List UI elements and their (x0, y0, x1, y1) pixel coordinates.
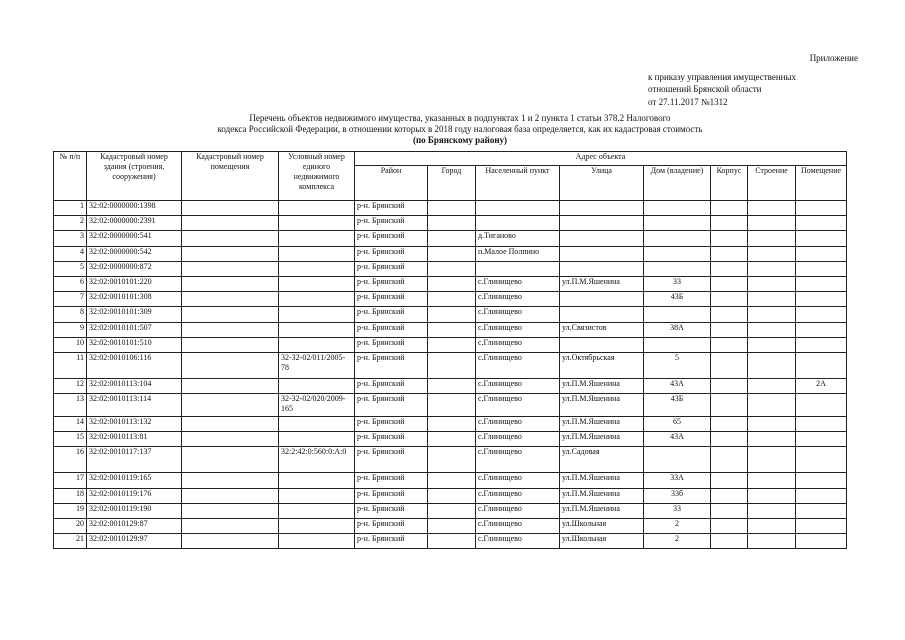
header-room-number: Кадастровый номер помещения (182, 152, 279, 201)
cell-room-number (182, 447, 279, 473)
cell-street: ул.П.М.Яшенина (560, 488, 644, 503)
appendix-line-2: отношений Брянской области (648, 84, 762, 94)
cell-room-number (182, 337, 279, 352)
cell-house: 43Б (644, 292, 711, 307)
table-row (54, 394, 847, 417)
cell-stroenie (748, 246, 796, 261)
cell-building-number: 32:02:0010129:87 (87, 519, 182, 534)
cell-pomeshchenie (796, 292, 847, 307)
cell-room-number (182, 432, 279, 447)
header-korpus: Корпус (711, 166, 748, 201)
table-row (54, 307, 847, 322)
cell-num: 18 (54, 488, 87, 503)
cell-room-number (182, 519, 279, 534)
cell-district: р-н. Брянский (355, 378, 428, 393)
cell-korpus (711, 378, 748, 393)
cell-house: 38А (644, 322, 711, 337)
cell-street: ул.Связистов (560, 322, 644, 337)
cell-city (428, 394, 476, 417)
cell-conditional-number (279, 337, 355, 352)
cell-room-number (182, 473, 279, 488)
cell-building-number: 32:02:0000000:1398 (87, 201, 182, 216)
cell-city (428, 276, 476, 291)
cell-num: 19 (54, 503, 87, 518)
cell-district: р-н. Брянский (355, 231, 428, 246)
cell-street (560, 246, 644, 261)
cell-building-number: 32:02:0010113:104 (87, 378, 182, 393)
cell-conditional-number (279, 322, 355, 337)
cell-num: 11 (54, 352, 87, 378)
cell-city (428, 417, 476, 432)
cell-district: р-н. Брянский (355, 447, 428, 473)
cell-room-number (182, 276, 279, 291)
cell-room-number (182, 231, 279, 246)
cell-city (428, 534, 476, 549)
cell-korpus (711, 201, 748, 216)
cell-settlement: с.Глинищево (476, 503, 560, 518)
table-header-row-1 (54, 152, 847, 166)
cell-korpus (711, 473, 748, 488)
cell-conditional-number (279, 519, 355, 534)
header-settlement: Населенный пункт (476, 166, 560, 201)
cell-num: 8 (54, 307, 87, 322)
table-row (54, 322, 847, 337)
header-stroenie: Строение (748, 166, 796, 201)
cell-num: 7 (54, 292, 87, 307)
cell-conditional-number (279, 503, 355, 518)
cell-korpus (711, 352, 748, 378)
cell-district: р-н. Брянский (355, 276, 428, 291)
cell-pomeshchenie (796, 473, 847, 488)
heading-line-1: Перечень объектов недвижимого имущества, указанных в подпунктах 1 и 2 пункта 1 статьи 378.2 Налогового (249, 113, 671, 123)
table-row (54, 417, 847, 432)
cell-conditional-number (279, 488, 355, 503)
cell-city (428, 432, 476, 447)
cell-pomeshchenie (796, 394, 847, 417)
cell-pomeshchenie (796, 447, 847, 473)
cell-korpus (711, 394, 748, 417)
cell-pomeshchenie (796, 417, 847, 432)
cell-num: 4 (54, 246, 87, 261)
table-body (54, 201, 847, 549)
cell-room-number (182, 417, 279, 432)
cell-building-number: 32:02:0000000:541 (87, 231, 182, 246)
cell-street: ул.П.М.Яшенина (560, 432, 644, 447)
cell-settlement (476, 216, 560, 231)
cell-korpus (711, 276, 748, 291)
cell-room-number (182, 534, 279, 549)
cell-conditional-number (279, 307, 355, 322)
table-row (54, 432, 847, 447)
cell-stroenie (748, 394, 796, 417)
cell-settlement: с.Глинищево (476, 307, 560, 322)
cell-settlement: с.Глинищево (476, 519, 560, 534)
cell-num: 6 (54, 276, 87, 291)
cell-house: 2 (644, 534, 711, 549)
cell-house: 33 (644, 276, 711, 291)
cell-district: р-н. Брянский (355, 503, 428, 518)
cell-settlement: д.Тиганово (476, 231, 560, 246)
appendix-line-1: к приказу управления имущественных (648, 71, 797, 82)
cell-korpus (711, 432, 748, 447)
cell-pomeshchenie (796, 488, 847, 503)
cell-korpus (711, 216, 748, 231)
cell-pomeshchenie (796, 519, 847, 534)
cell-stroenie (748, 519, 796, 534)
cell-korpus (711, 231, 748, 246)
cell-pomeshchenie: 2А (796, 378, 847, 393)
cell-settlement: с.Глинищево (476, 447, 560, 473)
cell-house: 5 (644, 352, 711, 378)
cell-building-number: 32:02:0010113:114 (87, 394, 182, 417)
cell-korpus (711, 322, 748, 337)
cell-district: р-н. Брянский (355, 519, 428, 534)
cell-stroenie (748, 216, 796, 231)
cell-building-number: 32:02:0000000:542 (87, 246, 182, 261)
cell-num: 1 (54, 201, 87, 216)
cell-room-number (182, 488, 279, 503)
header-district: Район (355, 166, 428, 201)
cell-street: ул.П.М.Яшенина (560, 378, 644, 393)
cell-district: р-н. Брянский (355, 246, 428, 261)
cell-pomeshchenie (796, 216, 847, 231)
heading-district: (по Брянскому району) (412, 135, 508, 145)
cell-conditional-number (279, 276, 355, 291)
table-row (54, 292, 847, 307)
cell-city (428, 246, 476, 261)
cell-stroenie (748, 322, 796, 337)
cell-pomeshchenie (796, 503, 847, 518)
cell-settlement: с.Глинищево (476, 322, 560, 337)
table-row (54, 488, 847, 503)
cell-house: 43А (644, 378, 711, 393)
cell-district: р-н. Брянский (355, 473, 428, 488)
cell-building-number: 32:02:0010119:165 (87, 473, 182, 488)
cell-building-number: 32:02:0010119:176 (87, 488, 182, 503)
cell-conditional-number (279, 261, 355, 276)
table-row (54, 503, 847, 518)
cell-settlement: с.Глинищево (476, 352, 560, 378)
cell-house (644, 216, 711, 231)
cell-building-number: 32:02:0010101:309 (87, 307, 182, 322)
cell-city (428, 337, 476, 352)
cell-conditional-number: 32:2:42:0:560:0:А:0 (279, 447, 355, 473)
cell-street: ул.П.М.Яшенина (560, 276, 644, 291)
cell-house: 43Б (644, 394, 711, 417)
cell-building-number: 32:02:0010106:116 (87, 352, 182, 378)
header-conditional-number: Условный номер единого недвижимого комплекса (279, 152, 355, 201)
cell-house (644, 246, 711, 261)
cell-conditional-number: 32-32-02/011/2005-78 (279, 352, 355, 378)
heading-line-2: кодекса Российской Федерации, в отношении которых в 2018 году налоговая база определяется, как их кадастровая стоимость (217, 124, 703, 134)
cell-house (644, 307, 711, 322)
cell-korpus (711, 488, 748, 503)
table-row (54, 473, 847, 488)
table-row (54, 246, 847, 261)
cell-num: 5 (54, 261, 87, 276)
cell-settlement: с.Глинищево (476, 488, 560, 503)
cell-city (428, 322, 476, 337)
table-row (54, 447, 847, 473)
cell-city (428, 231, 476, 246)
cell-settlement: с.Глинищево (476, 432, 560, 447)
cell-city (428, 261, 476, 276)
header-address: Адрес объекта (355, 152, 847, 166)
cell-stroenie (748, 201, 796, 216)
cell-district: р-н. Брянский (355, 534, 428, 549)
cell-district: р-н. Брянский (355, 352, 428, 378)
cell-street: ул.Октябрьская (560, 352, 644, 378)
cell-stroenie (748, 417, 796, 432)
cell-building-number: 32:02:0010101:308 (87, 292, 182, 307)
header-building-number: Кадастровый номер здания (строения, сооружения) (87, 152, 182, 201)
cell-conditional-number (279, 432, 355, 447)
cell-city (428, 488, 476, 503)
cell-house (644, 337, 711, 352)
cell-district: р-н. Брянский (355, 417, 428, 432)
cell-house: 33б (644, 488, 711, 503)
cell-street: ул.Школьная (560, 519, 644, 534)
property-table (53, 151, 847, 549)
cell-conditional-number (279, 378, 355, 393)
cell-house (644, 447, 711, 473)
cell-conditional-number (279, 417, 355, 432)
cell-num: 21 (54, 534, 87, 549)
header-house: Дом (владение) (644, 166, 711, 201)
cell-num: 3 (54, 231, 87, 246)
cell-house (644, 261, 711, 276)
header-street: Улица (560, 166, 644, 201)
cell-street: ул.Садовая (560, 447, 644, 473)
cell-korpus (711, 519, 748, 534)
cell-stroenie (748, 432, 796, 447)
cell-district: р-н. Брянский (355, 216, 428, 231)
cell-house: 33 (644, 503, 711, 518)
cell-room-number (182, 322, 279, 337)
cell-settlement: с.Глинищево (476, 292, 560, 307)
cell-num: 9 (54, 322, 87, 337)
cell-building-number: 32:02:0010101:220 (87, 276, 182, 291)
cell-stroenie (748, 503, 796, 518)
cell-num: 10 (54, 337, 87, 352)
cell-conditional-number (279, 534, 355, 549)
cell-street (560, 216, 644, 231)
table-row (54, 534, 847, 549)
cell-settlement: с.Глинищево (476, 276, 560, 291)
cell-street (560, 292, 644, 307)
cell-street: ул.П.М.Яшенина (560, 503, 644, 518)
cell-settlement: с.Глинищево (476, 534, 560, 549)
cell-pomeshchenie (796, 261, 847, 276)
table-row (54, 352, 847, 378)
cell-room-number (182, 201, 279, 216)
cell-pomeshchenie (796, 246, 847, 261)
cell-city (428, 473, 476, 488)
cell-house (644, 231, 711, 246)
cell-room-number (182, 307, 279, 322)
cell-korpus (711, 417, 748, 432)
cell-city (428, 352, 476, 378)
cell-stroenie (748, 352, 796, 378)
cell-room-number (182, 216, 279, 231)
cell-stroenie (748, 292, 796, 307)
cell-district: р-н. Брянский (355, 394, 428, 417)
cell-building-number: 32:02:0000000:872 (87, 261, 182, 276)
cell-num: 2 (54, 216, 87, 231)
appendix-title: Приложение (809, 53, 858, 63)
cell-city (428, 519, 476, 534)
cell-district: р-н. Брянский (355, 201, 428, 216)
cell-room-number (182, 503, 279, 518)
cell-city (428, 503, 476, 518)
cell-conditional-number (279, 201, 355, 216)
cell-stroenie (748, 488, 796, 503)
cell-settlement (476, 261, 560, 276)
cell-house (644, 201, 711, 216)
cell-korpus (711, 534, 748, 549)
table-row (54, 519, 847, 534)
header-num: № п/п (54, 152, 87, 201)
table-row (54, 231, 847, 246)
table-row (54, 378, 847, 393)
cell-street: ул.П.М.Яшенина (560, 417, 644, 432)
table-row (54, 276, 847, 291)
cell-settlement: с.Глинищево (476, 417, 560, 432)
cell-num: 12 (54, 378, 87, 393)
cell-building-number: 32:02:0010129:97 (87, 534, 182, 549)
cell-city (428, 216, 476, 231)
cell-pomeshchenie (796, 534, 847, 549)
cell-num: 20 (54, 519, 87, 534)
cell-stroenie (748, 447, 796, 473)
cell-house: 2 (644, 519, 711, 534)
cell-building-number: 32:02:0000000:2391 (87, 216, 182, 231)
cell-room-number (182, 261, 279, 276)
cell-num: 17 (54, 473, 87, 488)
cell-pomeshchenie (796, 276, 847, 291)
cell-city (428, 307, 476, 322)
cell-street: ул.П.М.Яшенина (560, 473, 644, 488)
cell-city (428, 201, 476, 216)
cell-building-number: 32:02:0010113:132 (87, 417, 182, 432)
cell-street: ул.П.М.Яшенина (560, 394, 644, 417)
table-row (54, 337, 847, 352)
cell-district: р-н. Брянский (355, 292, 428, 307)
cell-korpus (711, 261, 748, 276)
cell-korpus (711, 503, 748, 518)
cell-num: 14 (54, 417, 87, 432)
cell-stroenie (748, 473, 796, 488)
cell-num: 15 (54, 432, 87, 447)
cell-pomeshchenie (796, 337, 847, 352)
cell-street: ул.Школьная (560, 534, 644, 549)
cell-district: р-н. Брянский (355, 432, 428, 447)
cell-settlement: с.Глинищево (476, 378, 560, 393)
cell-room-number (182, 352, 279, 378)
cell-settlement: п.Малое Полпино (476, 246, 560, 261)
table-row (54, 216, 847, 231)
cell-conditional-number: 32-32-02/020/2009-165 (279, 394, 355, 417)
cell-pomeshchenie (796, 432, 847, 447)
cell-building-number: 32:02:0010119:190 (87, 503, 182, 518)
header-pomeshchenie: Помещение (796, 166, 847, 201)
cell-building-number: 32:02:0010101:510 (87, 337, 182, 352)
cell-stroenie (748, 231, 796, 246)
cell-conditional-number (279, 473, 355, 488)
cell-house: 33А (644, 473, 711, 488)
cell-building-number: 32:02:0010101:507 (87, 322, 182, 337)
cell-pomeshchenie (796, 307, 847, 322)
cell-settlement: с.Глинищево (476, 394, 560, 417)
cell-district: р-н. Брянский (355, 261, 428, 276)
cell-conditional-number (279, 292, 355, 307)
cell-city (428, 378, 476, 393)
cell-room-number (182, 292, 279, 307)
cell-building-number: 32:02:0010117:137 (87, 447, 182, 473)
cell-stroenie (748, 307, 796, 322)
document-heading (160, 113, 760, 146)
cell-settlement (476, 201, 560, 216)
cell-district: р-н. Брянский (355, 322, 428, 337)
cell-stroenie (748, 261, 796, 276)
cell-district: р-н. Брянский (355, 488, 428, 503)
cell-pomeshchenie (796, 201, 847, 216)
cell-pomeshchenie (796, 352, 847, 378)
header-city: Город (428, 166, 476, 201)
cell-pomeshchenie (796, 322, 847, 337)
cell-room-number (182, 394, 279, 417)
appendix-order-date: от 27.11.2017 №1312 (648, 96, 728, 107)
cell-district: р-н. Брянский (355, 307, 428, 322)
cell-building-number: 32:02:0010113:81 (87, 432, 182, 447)
cell-city (428, 292, 476, 307)
cell-conditional-number (279, 231, 355, 246)
cell-stroenie (748, 378, 796, 393)
cell-korpus (711, 337, 748, 352)
cell-room-number (182, 246, 279, 261)
cell-korpus (711, 246, 748, 261)
cell-house: 65 (644, 417, 711, 432)
cell-stroenie (748, 337, 796, 352)
appendix-block (648, 52, 858, 108)
cell-street (560, 201, 644, 216)
cell-korpus (711, 447, 748, 473)
cell-stroenie (748, 276, 796, 291)
cell-korpus (711, 307, 748, 322)
cell-pomeshchenie (796, 231, 847, 246)
cell-street (560, 307, 644, 322)
cell-street (560, 231, 644, 246)
table-row (54, 261, 847, 276)
table-row (54, 201, 847, 216)
cell-num: 16 (54, 447, 87, 473)
cell-stroenie (748, 534, 796, 549)
cell-conditional-number (279, 246, 355, 261)
cell-street (560, 261, 644, 276)
cell-settlement: с.Глинищево (476, 337, 560, 352)
cell-conditional-number (279, 216, 355, 231)
cell-house: 43А (644, 432, 711, 447)
cell-street (560, 337, 644, 352)
cell-room-number (182, 378, 279, 393)
cell-city (428, 447, 476, 473)
cell-settlement: с.Глинищево (476, 473, 560, 488)
cell-num: 13 (54, 394, 87, 417)
cell-korpus (711, 292, 748, 307)
cell-district: р-н. Брянский (355, 337, 428, 352)
